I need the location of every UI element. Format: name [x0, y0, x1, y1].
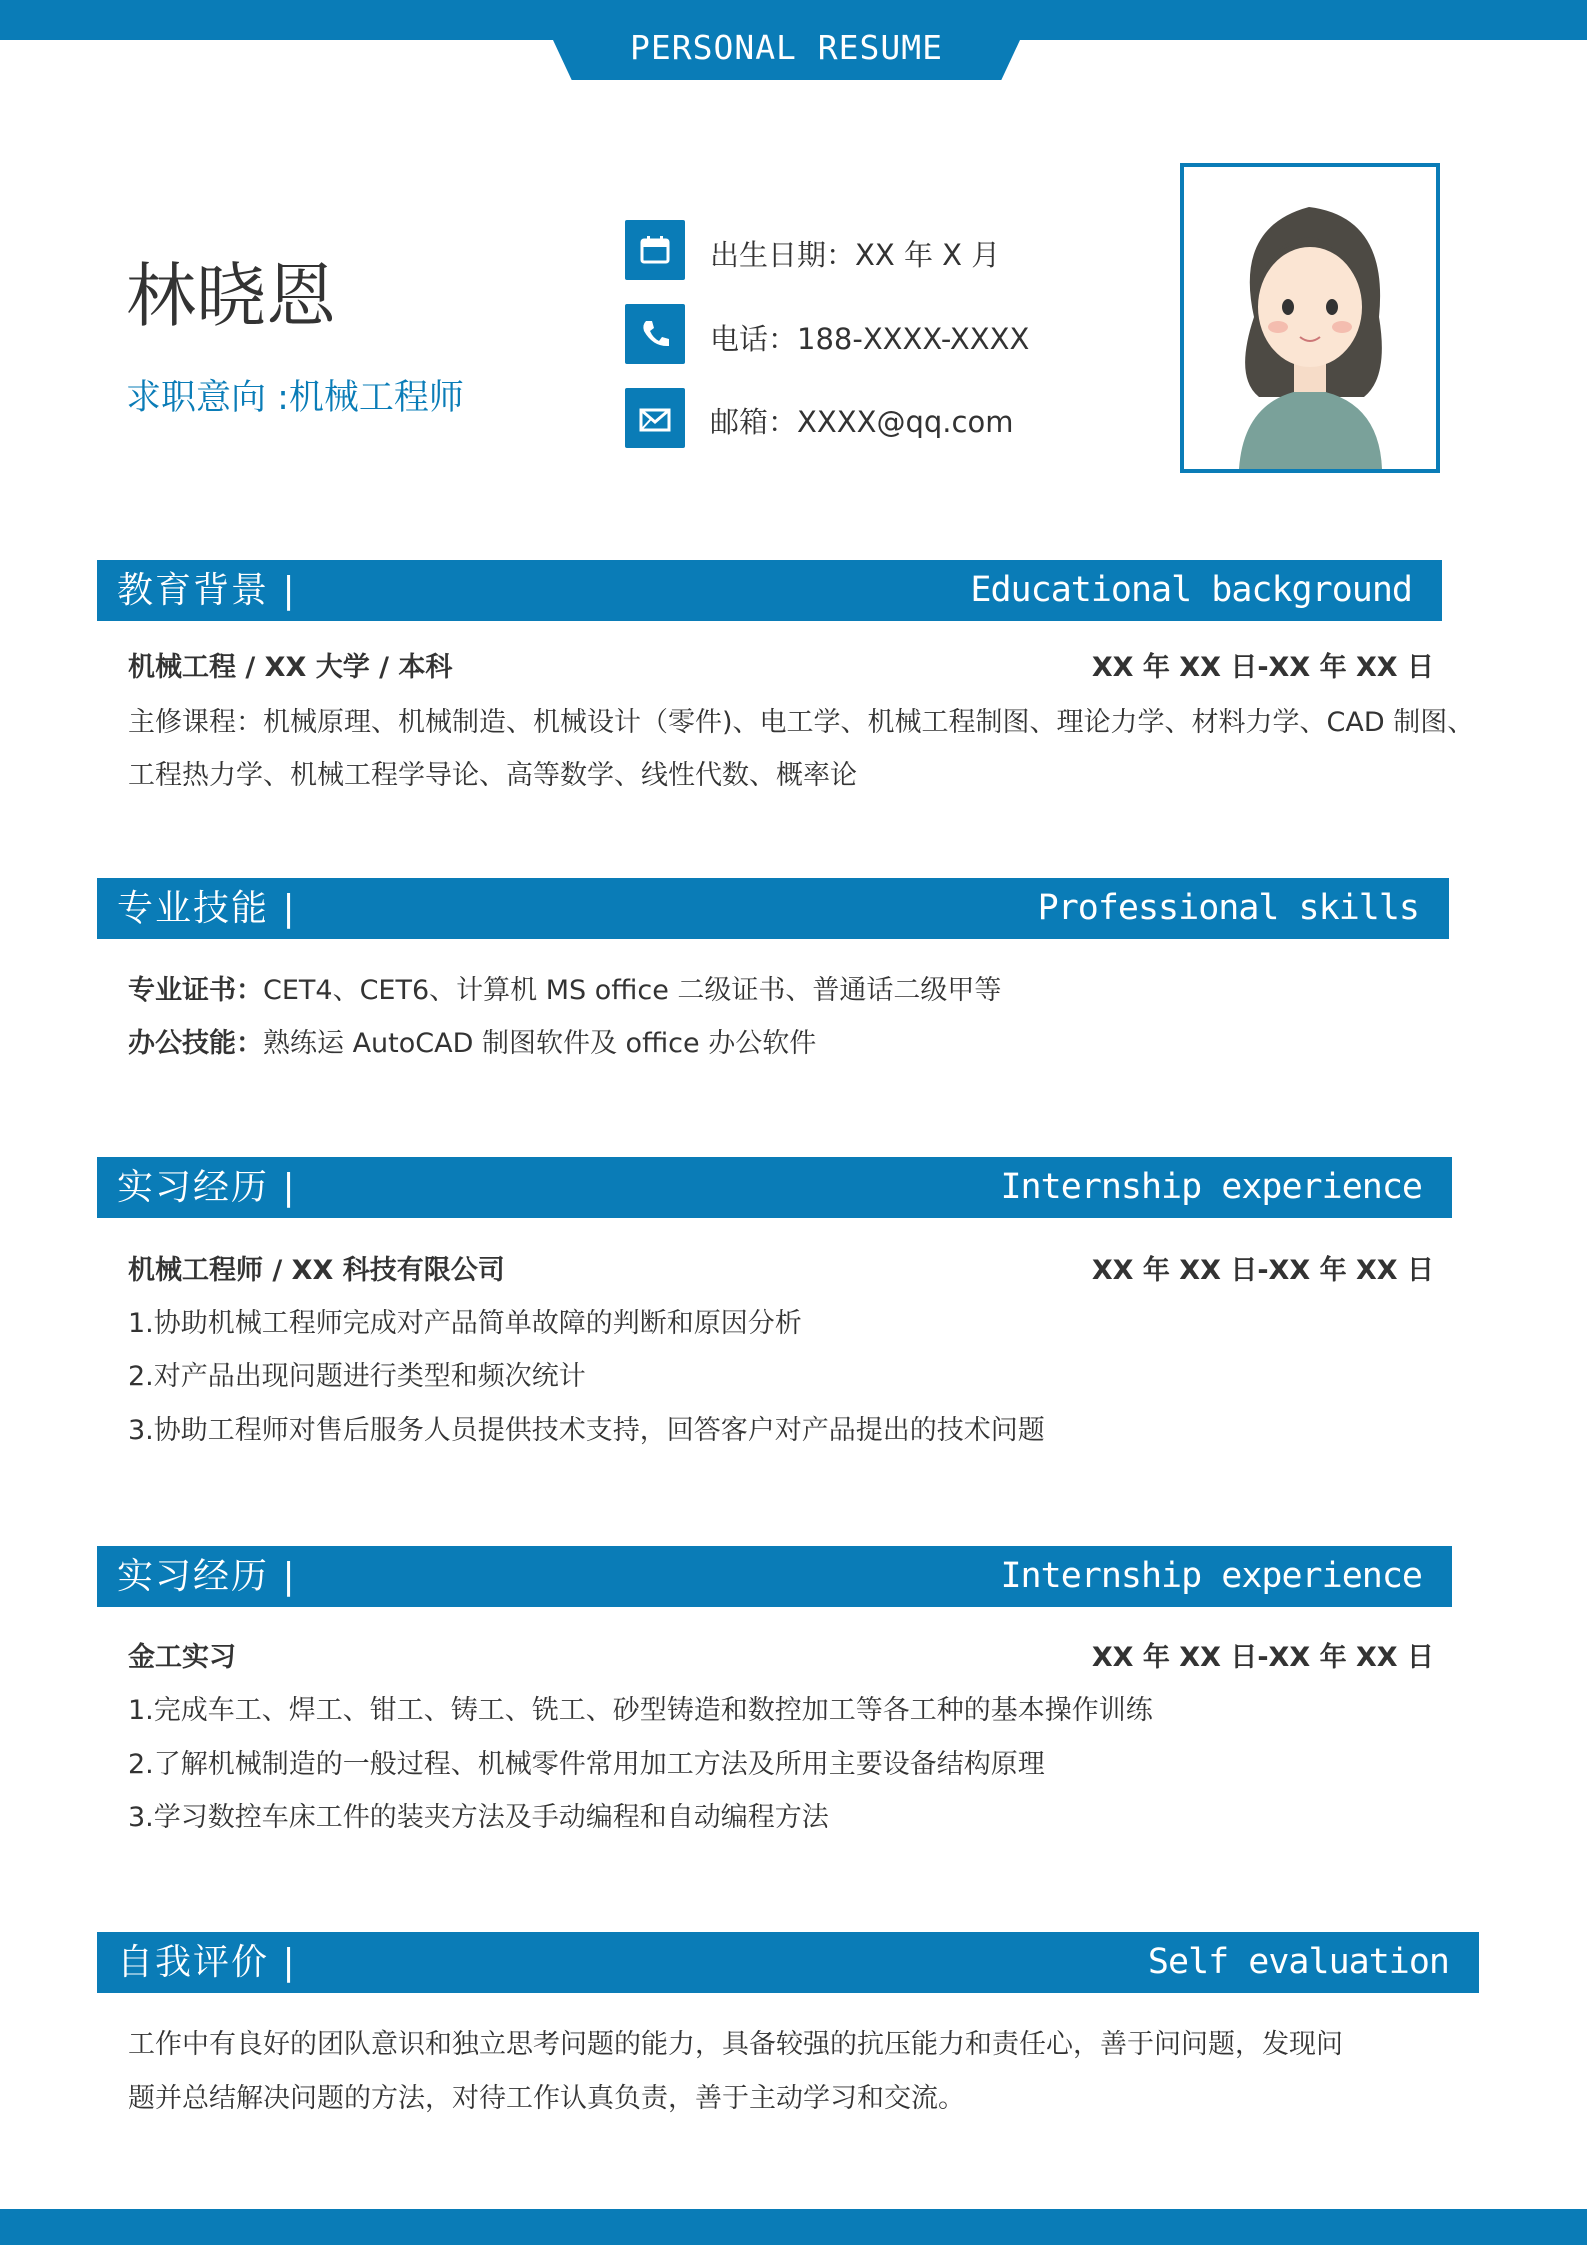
internship2-heading: 金工实习	[128, 1642, 236, 1673]
email-address: 邮箱：XXXX@qq.com	[710, 405, 1014, 439]
section-title-cn: 实习经历 |	[117, 1556, 297, 1597]
skills-office-text: 熟练运 AutoCAD 制图软件及 office 办公软件	[263, 1028, 817, 1059]
skills-cert	[128, 968, 1001, 1007]
skills-cert-text: CET4、CET6、计算机 MS office 二级证书、普通话二级甲等	[263, 975, 1002, 1006]
self-eval-line1: 工作中有良好的团队意识和独立思考问题的能力，具备较强的抗压能力和责任心，善于问问题，发现问	[128, 2029, 1343, 2060]
internship1-heading: 机械工程师 / XX 科技有限公司	[128, 1255, 505, 1286]
section-education-header	[97, 560, 1442, 621]
internship1-item: 2.对产品出现问题进行类型和频次统计	[128, 1361, 586, 1392]
internship2-item: 1.完成车工、焊工、钳工、铸工、铣工、砂型铸造和数控加工等各工种的基本操作训练	[128, 1695, 1153, 1726]
section-title-en: Educational background	[970, 570, 1412, 610]
section-internship2-header	[97, 1546, 1452, 1607]
section-internship1-header	[97, 1157, 1452, 1218]
section-title-cn: 专业技能 |	[117, 888, 297, 929]
skills-office	[128, 1021, 816, 1060]
section-title-cn: 实习经历 |	[117, 1167, 297, 1208]
section-title-en: Internship experience	[1000, 1167, 1422, 1207]
self-eval-line2: 题并总结解决问题的方法，对待工作认真负责，善于主动学习和交流。	[128, 2083, 965, 2114]
internship1-date: XX 年 XX 日-XX 年 XX 日	[1091, 1255, 1434, 1286]
bottom-bar	[0, 2209, 1587, 2245]
candidate-name: 林晓恩	[126, 255, 336, 337]
section-self-header	[97, 1932, 1479, 1993]
section-title-cn: 自我评价 |	[117, 1942, 297, 1983]
skills-office-label: 办公技能：	[128, 1028, 263, 1059]
section-skills-header	[97, 878, 1449, 939]
education-courses-line1: 主修课程：机械原理、机械制造、机械设计（零件)、电工学、机械工程制图、理论力学、材料力学、CAD 制图、	[128, 707, 1475, 738]
internship2-date: XX 年 XX 日-XX 年 XX 日	[1091, 1642, 1434, 1673]
profile-photo	[1180, 163, 1440, 473]
internship2-item: 2.了解机械制造的一般过程、机械零件常用加工方法及所用主要设备结构原理	[128, 1749, 1045, 1780]
internship1-item: 3.协助工程师对售后服务人员提供技术支持，回答客户对产品提出的技术问题	[128, 1415, 1045, 1446]
section-title-en: Self evaluation	[1147, 1942, 1449, 1982]
internship1-item: 1.协助机械工程师完成对产品简单故障的判断和原因分析	[128, 1308, 802, 1339]
internship2-item: 3.学习数控车床工件的装夹方法及手动编程和自动编程方法	[128, 1802, 829, 1833]
education-heading: 机械工程 / XX 大学 / 本科	[128, 652, 453, 683]
phone-number: 电话：188-XXXX-XXXX	[710, 322, 1030, 356]
education-date: XX 年 XX 日-XX 年 XX 日	[1091, 652, 1434, 683]
education-courses-line2: 工程热力学、机械工程学导论、高等数学、线性代数、概率论	[128, 760, 857, 791]
section-title-en: Professional skills	[1037, 888, 1419, 928]
calendar-icon	[625, 220, 685, 280]
section-title-en: Internship experience	[1000, 1556, 1422, 1596]
banner-title: PERSONAL RESUME	[629, 28, 943, 67]
mail-icon	[625, 388, 685, 448]
job-intent: 求职意向 :机械工程师	[126, 378, 464, 418]
avatar-illustration	[1184, 167, 1436, 469]
phone-icon	[625, 304, 685, 364]
skills-cert-label: 专业证书：	[128, 975, 263, 1006]
birth-date: 出生日期：XX 年 X 月	[710, 238, 1001, 272]
section-title-cn: 教育背景 |	[117, 570, 297, 611]
